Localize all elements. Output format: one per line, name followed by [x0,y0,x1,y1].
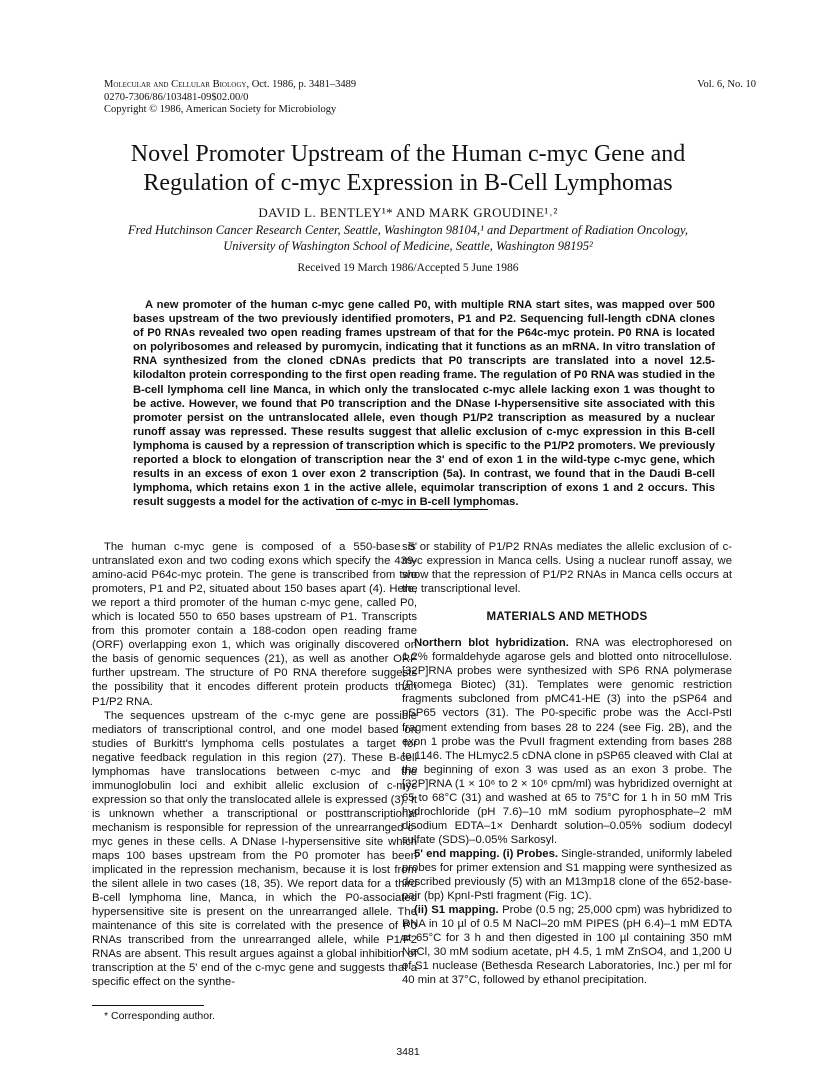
running-header [104,79,554,117]
northern-blot-heading: Northern blot hybridization. [414,637,569,650]
northern-blot-text: RNA was electrophoresed on 1.2% formaldehyde agarose gels and blotted onto nitrocellulose. [32P]RNA probes were synthesized with SP6 RNA polymerase (Promega Biotec) (31). Templates were genomic restriction fragments subcloned from pMC41-HE (3) into the pSP64 and pSP65 vectors (31). The P0-specific probe was the AccI-PstI fragment extending from bases 28 to 224 (see Fig. 2B), and the exon 1 probe was the PvuII fragment extending from bases 288 to 1146. The HLmyc2.5 cDNA clone in pSP65 cleaved with ClaI at the beginning of exon 3 was used as an exon 3 probe. The [32P]RNA (1 × 10⁶ to 2 × 10⁶ cpm/ml) was hybridized overnight at 65 to 68°C (31) and washed at 65 to 75°C for 1 h in 50 mM Tris hydrochloride (pH 7.6)–10 mM sodium pyrophosphate–2 mM disodium EDTA–1× Denhardt solution–0.05% sodium dodecyl sulfate (SDS)–0.05% Sarkosyl. [402,637,732,846]
title-line-1: Novel Promoter Upstream of the Human c-myc Gene and [130,141,686,167]
right-column [402,540,732,987]
intro-paragraph-2: The sequences upstream of the c-myc gene are possible mediators of transcriptional control, and one model based on studies of Burkitt's lymphoma cells postulates a target for negative feedback regulation in this region (27). These B-cell lymphomas have translocations between c-myc and the immunoglobulin loci and exhibit allelic exclusion of c-myc expression so that only the translocated allele is expressed (3). It is unknown whether a transcriptional or posttranscriptional mechanism is responsible for repression of the unrearranged c-myc genes in these cells. A DNase I-hypersensitive site which maps 100 bases upstream from the P0 promoter has been implicated in the repression mechanism, because it is lost from the silent allele in two cases (18, 35). We report data for a third B-cell lymphoma line, Manca, in which the P0-associated hypersensitive site is present on the unrearranged allele. The maintenance of this site is correlated with the presence of P0 RNAs transcribed from the unrearranged allele, while P1/P2 RNAs are absent. This result argues against a global inhibition of transcription at the 5' end of the c-myc gene and suggests that a specific effect on the synthe- [92,709,417,989]
footnote-rule [92,1005,204,1006]
left-column [92,540,417,990]
abstract: A new promoter of the human c-myc gene called P0, with multiple RNA start sites, was mapped over 500 bases upstream of the two previously identified promoters, P1 and P2. Sequencing full-length cDNA clones of P0 RNAs revealed two open reading frames upstream of that for the P64c-myc protein. P0 RNA is located on polyribosomes and released by puromycin, indicating that it functions as an mRNA. In vitro translation of RNA synthesized from the cloned cDNAs predicts that P0 transcripts are translated into a novel 12.5-kilodalton protein corresponding to the first open reading frame. The regulation of P0 RNA was studied in the B-cell lymphoma cell line Manca, in which only the translocated c-myc allele lacking exon 1 was thought to be active. However, we found that P0 transcription and the DNase I-hypersensitive site associated with this promoter persist on the untranslocated allele, even though P1/P2 transcription as measured by a nuclear runoff assay was repressed. These results suggest that allelic exclusion of c-myc expression in this B-cell lymphoma is caused by a repression of transcription which is specific to the P1/P2 promoters. We previously reported a block to elongation of transcription near the 3' end of exon 1 in the wild-type c-myc gene, which results in an excess of exon 1 over exon 2 transcription (5a). In contrast, we found that in the Daudi B-cell lymphoma, which retains exon 1 in the active allele, equimolar transcription of exons 1 and 2 occurs. This result suggests a model for the activation of c-myc in B-cell lymphomas. [133,299,715,509]
title-line-2: Regulation of c-myc Expression in B-Cell Lymphomas [143,170,673,196]
end-mapping-heading: 5' end mapping. (i) Probes. [414,847,558,860]
end-mapping-text: Single-stranded, uniformly labeled probes for primer extension and S1 mapping were synthesized as described previously (5) with an M13mp18 clone of the 652-base-pair (bp) KpnI-PstI fragment (Fig. 1C). [402,847,732,903]
received-dates: Received 19 March 1986/Accepted 5 June 1986 [297,262,519,274]
article-title [60,140,756,198]
intro-paragraph-1: The human c-myc gene is composed of a 550-base 5' untranslated exon and two coding exons which specify the 439-amino-acid P64c-myc protein. The gene is transcribed from two promoters, P1 and P2, situated about 150 bases apart (4). Here, we report a third promoter of the human c-myc gene, called P0, which is located 550 to 650 bases upstream of P1. Transcripts from this promoter contain a 188-codon open reading frame (ORF) overlapping exon 1, which was originally discovered on the basis of genomic sequences (21), as well as another ORF further upstream. The structure of P0 RNA therefore suggests the possibility that it encodes different protein products than P1/P2 RNA. [92,541,417,708]
article-code: 0270-7306/86/103481-09$02.00/0 [104,91,249,103]
affiliation-line-2: University of Washington School of Medicine, Seattle, Washington 98195² [223,239,593,253]
northern-blot-paragraph [402,636,732,847]
end-mapping-paragraph [402,847,732,903]
page-number: 3481 [396,1046,420,1058]
volume-info: Vol. 6, No. 10 [697,79,756,90]
s1-mapping-heading: (ii) S1 mapping. [414,904,499,917]
journal-name: Molecular and Cellular Biology [104,79,247,90]
affiliations [60,222,756,254]
issue-info: , Oct. 1986, p. 3481–3489 [246,79,357,90]
affiliation-line-1: Fred Hutchinson Cancer Research Center, Seattle, Washington 98104,¹ and Department of Radiation Oncology, [128,223,688,237]
s1-mapping-paragraph [402,903,732,987]
footnote: * Corresponding author. [104,1010,215,1022]
copyright: Copyright © 1986, American Society for Microbiology [104,104,337,115]
intro-paragraph-3: sis or stability of P1/P2 RNAs mediates the allelic exclusion of c-myc expression in Manca cells. Using a nuclear runoff assay, we show that the repression of P1/P2 RNAs in Manca cells occurs at the transcriptional level. [402,541,732,596]
section-heading: MATERIALS AND METHODS [486,611,648,624]
authors: DAVID L. BENTLEY¹* AND MARK GROUDINE¹˒² [258,205,558,220]
divider [336,509,488,510]
s1-mapping-text: Probe (0.5 ng; 25,000 cpm) was hybridized to RNA in 10 µl of 0.5 M NaCl–20 mM PIPES (pH 6.4)–1 mM EDTA at 65°C for 3 h and then digested in 100 µl containing 350 mM NaCl, 30 mM sodium acetate, pH 4.5, 1 mM ZnSO4, and 1,200 U of S1 nuclease (Bethesda Research Laboratories, Inc.) per ml for 40 min at 37°C, followed by ethanol precipitation. [402,904,732,987]
